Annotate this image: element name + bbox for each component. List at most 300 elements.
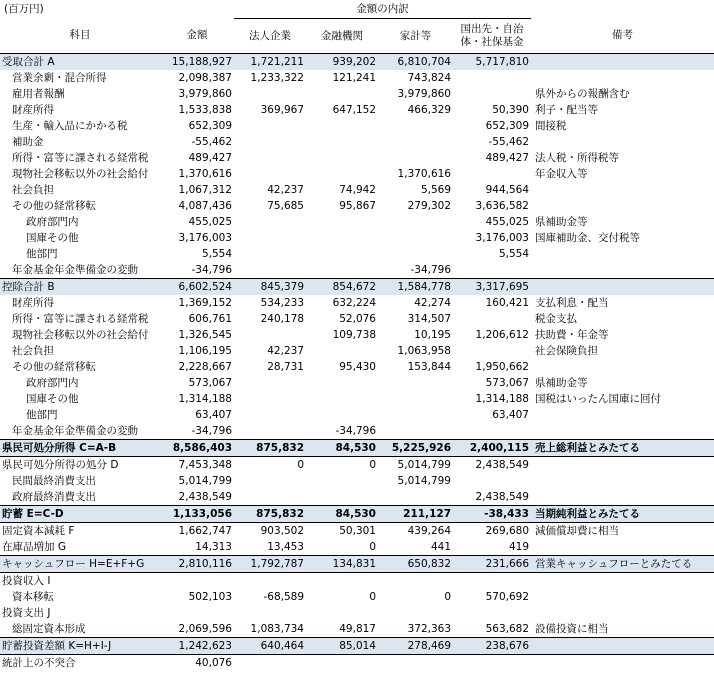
cell-note: 当期純利益とみたてる (531, 506, 714, 523)
cell-house (378, 246, 453, 262)
cell-fin (306, 246, 378, 262)
row-label: 所得・富等に課される経常税 (12, 313, 149, 325)
row-label: 所得・富等に課される経常税 (12, 152, 149, 164)
cell-fin (306, 375, 378, 391)
cell-amount: 3,176,003 (178, 232, 232, 244)
table-row (0, 407, 714, 423)
row-label: 民間最終消費支出 (12, 475, 96, 487)
col-house: 家計等 (399, 29, 432, 42)
cell-note (531, 589, 714, 605)
cell-fin: 0 (306, 457, 378, 474)
table-row (0, 327, 714, 343)
cell-govt: 573,067 (485, 377, 529, 389)
row-label: 総固定資本形成 (12, 623, 86, 635)
cell-fin (306, 391, 378, 407)
table-row (0, 539, 714, 556)
cell-house: -34,796 (410, 264, 451, 276)
cell-note: 扶助費・年金等 (535, 329, 609, 341)
cell-house (378, 489, 453, 506)
row-label: 県民可処分所得の処分 D (0, 457, 160, 474)
cell-note: 年金収入等 (535, 168, 588, 180)
cell-note (531, 246, 714, 262)
row-label: 在庫品増加 G (2, 541, 66, 553)
cell-corp: 42,237 (267, 184, 304, 196)
cell-corp: 875,832 (234, 440, 306, 457)
cell-corp: 534,233 (260, 297, 304, 309)
row-label: 営業余剰・混合所得 (12, 72, 107, 84)
cell-amount: 5,014,799 (178, 475, 232, 487)
cell-note (531, 262, 714, 279)
row-label: 生産・輸入品にかかる税 (12, 120, 128, 132)
cell-amount (160, 605, 234, 621)
cell-amount: 7,453,348 (160, 457, 234, 474)
cell-govt: 419 (508, 541, 529, 553)
cell-corp (234, 327, 306, 343)
cell-amount: 8,586,403 (160, 440, 234, 457)
cell-house: 6,810,704 (378, 54, 453, 71)
cell-fin: 95,867 (339, 200, 376, 212)
cell-govt: 2,438,549 (475, 491, 529, 503)
cell-corp: 240,178 (260, 313, 304, 325)
cell-corp (234, 423, 306, 440)
cell-fin (306, 655, 378, 672)
cell-corp (234, 391, 306, 407)
cell-amount: 1,369,152 (178, 297, 232, 309)
cell-fin: 85,014 (306, 638, 378, 655)
cell-govt (453, 343, 531, 359)
cell-fin: 134,831 (306, 556, 378, 573)
cell-amount: 455,025 (188, 216, 232, 228)
cell-note: 支払利息・配当 (535, 297, 609, 309)
cell-house: 441 (430, 541, 451, 553)
cell-note (531, 279, 714, 296)
col-corp: 法人企業 (249, 29, 291, 42)
cell-amount: 3,979,860 (178, 88, 232, 100)
cell-house (378, 375, 453, 391)
cell-govt: -55,462 (488, 136, 529, 148)
cell-corp: 13,453 (267, 541, 304, 553)
cell-note: 県補助金等 (535, 377, 588, 389)
cell-govt: 3,636,582 (475, 200, 529, 212)
table-row (0, 102, 714, 118)
cell-house: 466,329 (407, 104, 451, 116)
cell-fin (306, 230, 378, 246)
row-label: 財産所得 (12, 297, 54, 309)
cell-corp (234, 118, 306, 134)
table-row (0, 246, 714, 262)
cell-house (378, 407, 453, 423)
cell-fin: 109,738 (332, 329, 376, 341)
cell-corp: 1,233,322 (250, 72, 304, 84)
table-row (0, 198, 714, 214)
cell-corp (234, 262, 306, 279)
col-note: 備考 (612, 29, 633, 42)
cell-govt: 5,554 (498, 248, 529, 260)
cell-corp (234, 166, 306, 182)
cell-note (531, 359, 714, 375)
cell-fin (306, 166, 378, 182)
table-row (0, 118, 714, 134)
cell-house: 1,584,778 (378, 279, 453, 296)
cell-fin: 632,224 (332, 297, 376, 309)
cell-note (531, 573, 714, 590)
cell-note (531, 638, 714, 655)
cell-house: 1,370,616 (397, 168, 451, 180)
row-label: 年金基金年金準備金の変動 (12, 264, 138, 276)
cell-fin: 854,672 (306, 279, 378, 296)
cell-amount: -55,462 (191, 136, 232, 148)
cell-govt: 160,421 (485, 297, 529, 309)
cell-govt: -38,433 (453, 506, 531, 523)
cell-fin: 0 (369, 591, 376, 603)
cell-house: 279,302 (407, 200, 451, 212)
cell-house: 211,127 (378, 506, 453, 523)
cell-govt (453, 70, 531, 86)
cell-govt: 563,682 (485, 623, 529, 635)
row-label: 雇用者報酬 (12, 88, 65, 100)
cell-corp (234, 375, 306, 391)
cell-corp (234, 407, 306, 423)
cell-amount: 2,069,596 (178, 623, 232, 635)
cell-govt: 2,438,549 (453, 457, 531, 474)
cell-govt: 3,317,695 (453, 279, 531, 296)
cell-govt: 50,390 (492, 104, 529, 116)
unit-label: (百万円) (4, 3, 44, 16)
cell-corp (234, 214, 306, 230)
cell-note: 設備投資に相当 (535, 623, 609, 635)
cell-note: 営業キャッシュフローとみたてる (531, 556, 714, 573)
cell-govt: 5,717,810 (453, 54, 531, 71)
cell-amount: 14,313 (195, 541, 232, 553)
cell-govt (453, 605, 531, 621)
table-row (0, 311, 714, 327)
table-row (0, 279, 714, 296)
cell-note: 国庫補助金、交付税等 (535, 232, 640, 244)
cell-govt (453, 423, 531, 440)
cell-house: 0 (444, 591, 451, 603)
cell-amount: 63,407 (195, 409, 232, 421)
table-row (0, 605, 714, 621)
cell-note (531, 198, 714, 214)
table-row (0, 523, 714, 540)
cell-house: 439,264 (378, 523, 453, 540)
cell-amount: 6,602,524 (160, 279, 234, 296)
table-row (0, 423, 714, 440)
cell-house (378, 655, 453, 672)
cell-note (531, 473, 714, 489)
cell-corp (234, 489, 306, 506)
row-label: 国庫その他 (26, 393, 79, 405)
row-label: その他の経常移転 (12, 361, 96, 373)
cell-fin (306, 605, 378, 621)
cell-note (531, 489, 714, 506)
row-label: その他の経常移転 (12, 200, 96, 212)
cell-note (531, 423, 714, 440)
table-row (0, 440, 714, 457)
cell-house (378, 605, 453, 621)
row-label: 投資収入 I (0, 573, 160, 590)
cell-house: 1,063,958 (397, 345, 451, 357)
cell-govt: 3,176,003 (475, 232, 529, 244)
cell-fin: 49,817 (339, 623, 376, 635)
cell-house (378, 118, 453, 134)
cell-govt (453, 655, 531, 672)
cell-govt: 231,666 (453, 556, 531, 573)
row-label: 資本移転 (12, 591, 54, 603)
header-row-1 (0, 0, 714, 19)
table-row (0, 54, 714, 71)
cell-amount: 489,427 (188, 152, 232, 164)
col-item: 科目 (69, 29, 91, 42)
table-row (0, 134, 714, 150)
cell-govt: 570,692 (485, 591, 529, 603)
table-row (0, 230, 714, 246)
cell-house: 278,469 (378, 638, 453, 655)
cell-fin (306, 118, 378, 134)
table-row (0, 573, 714, 590)
table-row (0, 556, 714, 573)
row-label: 貯蓄投資差額 K=H+I-J (0, 638, 160, 655)
row-label: 現物社会移転以外の社会給付 (12, 168, 149, 180)
cell-amount: 2,098,387 (178, 72, 232, 84)
cell-house: 5,569 (420, 184, 451, 196)
cell-corp (234, 573, 306, 590)
row-label: 受取合計 A (0, 54, 160, 71)
table-row (0, 295, 714, 311)
cell-fin: 0 (369, 541, 376, 553)
cell-note (531, 134, 714, 150)
row-label: 政府部門内 (26, 216, 79, 228)
cell-corp (234, 246, 306, 262)
cell-fin: 95,430 (339, 361, 376, 373)
cell-govt: 652,309 (485, 120, 529, 132)
cell-note: 売上総利益とみたてる (531, 440, 714, 457)
cell-corp: 28,731 (267, 361, 304, 373)
cell-fin: 84,530 (306, 506, 378, 523)
cell-corp: 369,967 (260, 104, 304, 116)
row-label: 国庫その他 (26, 232, 79, 244)
cell-fin (306, 473, 378, 489)
cell-corp (234, 230, 306, 246)
cell-amount: 1,314,188 (178, 393, 232, 405)
table-row (0, 70, 714, 86)
cell-note (531, 70, 714, 86)
cell-note (531, 457, 714, 474)
cell-amount: 5,554 (201, 248, 232, 260)
cell-amount: 1,370,616 (178, 168, 232, 180)
cell-note: 利子・配当等 (535, 104, 598, 116)
cell-govt: 1,206,612 (475, 329, 529, 341)
cell-note (531, 655, 714, 672)
cell-amount: 1,133,056 (160, 506, 234, 523)
cell-house: 153,844 (407, 361, 451, 373)
cell-house (378, 214, 453, 230)
cell-govt: 1,314,188 (475, 393, 529, 405)
row-label: 財産所得 (12, 104, 54, 116)
cell-govt: 489,427 (485, 152, 529, 164)
cell-house: 5,014,799 (378, 457, 453, 474)
cell-house (378, 134, 453, 150)
cell-note: 県外からの報酬含む (535, 88, 630, 100)
cell-govt (453, 311, 531, 327)
cell-corp (234, 655, 306, 672)
cell-amount: 502,103 (188, 591, 232, 603)
cell-corp: 875,832 (234, 506, 306, 523)
cell-govt (453, 86, 531, 102)
cell-fin: 50,301 (306, 523, 378, 540)
cell-note (531, 605, 714, 621)
header-row-2 (0, 19, 714, 54)
cell-fin (306, 343, 378, 359)
table-row (0, 489, 714, 506)
row-label: 政府部門内 (26, 377, 79, 389)
cell-house: 42,274 (414, 297, 451, 309)
cell-amount: -34,796 (191, 264, 232, 276)
cell-amount: 4,087,436 (178, 200, 232, 212)
cell-fin (306, 150, 378, 166)
cell-amount: 2,438,549 (178, 491, 232, 503)
cell-house (378, 230, 453, 246)
cell-amount: 15,188,927 (160, 54, 234, 71)
cell-note (531, 182, 714, 198)
cell-amount: 652,309 (188, 120, 232, 132)
table-row (0, 262, 714, 279)
cell-fin (306, 573, 378, 590)
cell-govt: 944,564 (485, 184, 529, 196)
cell-house (378, 150, 453, 166)
cell-corp: 42,237 (267, 345, 304, 357)
row-label: 現物社会移転以外の社会給付 (12, 329, 149, 341)
row-label: キャッシュフロー H=E+F+G (0, 556, 160, 573)
table-row (0, 391, 714, 407)
cell-corp: -68,589 (263, 591, 304, 603)
cell-corp: 640,464 (234, 638, 306, 655)
cell-note: 県補助金等 (535, 216, 588, 228)
cell-corp (234, 605, 306, 621)
row-label: 社会負担 (12, 184, 54, 196)
cell-fin (306, 262, 378, 279)
row-label: 貯蓄 E=C-D (0, 506, 160, 523)
row-label: 県民可処分所得 C=A-B (0, 440, 160, 457)
cell-amount: 2,228,667 (178, 361, 232, 373)
cell-note: 国税はいったん国庫に回付 (535, 393, 661, 405)
cell-corp (234, 86, 306, 102)
cell-fin (306, 489, 378, 506)
cell-corp (234, 134, 306, 150)
cell-amount: 2,810,116 (160, 556, 234, 573)
cell-fin: -34,796 (335, 425, 376, 437)
cell-amount: 1,326,545 (178, 329, 232, 341)
cell-corp: 75,685 (267, 200, 304, 212)
cell-fin (306, 134, 378, 150)
cell-fin: 121,241 (332, 72, 376, 84)
cell-note: 間接税 (535, 120, 567, 132)
col-amount: 金額 (186, 29, 208, 42)
cell-fin (306, 407, 378, 423)
cell-house (378, 391, 453, 407)
cell-amount: -34,796 (191, 425, 232, 437)
cell-house: 10,195 (414, 329, 451, 341)
table-row (0, 214, 714, 230)
table-row (0, 457, 714, 474)
breakdown-header: 金額の内訳 (234, 0, 531, 19)
cell-corp (234, 150, 306, 166)
cell-govt (453, 473, 531, 489)
cell-corp: 1,721,211 (234, 54, 306, 71)
cell-fin (306, 86, 378, 102)
table-row (0, 621, 714, 638)
row-label: 他部門 (26, 248, 58, 260)
cell-govt: 63,407 (492, 409, 529, 421)
table-row (0, 86, 714, 102)
cell-amount: 1,662,747 (160, 523, 234, 540)
cell-corp: 0 (234, 457, 306, 474)
table-row (0, 375, 714, 391)
cell-house: 3,979,860 (397, 88, 451, 100)
cell-govt (453, 573, 531, 590)
cell-amount: 1,067,312 (178, 184, 232, 196)
col-fin: 金融機関 (321, 29, 363, 42)
cell-amount: 606,761 (188, 313, 232, 325)
row-label: 投資支出 J (2, 607, 51, 619)
table-row (0, 150, 714, 166)
table-row (0, 473, 714, 489)
cell-corp (234, 473, 306, 489)
cell-house: 743,824 (407, 72, 451, 84)
cell-fin: 84,530 (306, 440, 378, 457)
cell-note (531, 54, 714, 71)
cell-house: 5,225,926 (378, 440, 453, 457)
cell-note: 社会保険負担 (535, 345, 598, 357)
row-label: 年金基金年金準備金の変動 (12, 425, 138, 437)
row-label: 政府最終消費支出 (12, 491, 96, 503)
cell-corp: 1,083,734 (250, 623, 304, 635)
cell-govt: 1,950,662 (475, 361, 529, 373)
cell-note: 税金支払 (535, 313, 577, 325)
cell-govt (453, 166, 531, 182)
row-label: 補助金 (12, 136, 44, 148)
cell-house: 372,363 (407, 623, 451, 635)
cell-fin (306, 214, 378, 230)
row-label: 社会負担 (12, 345, 54, 357)
cell-govt: 269,680 (453, 523, 531, 540)
cell-fin: 939,202 (306, 54, 378, 71)
cell-amount: 573,067 (188, 377, 232, 389)
cell-amount (160, 573, 234, 590)
table-row (0, 182, 714, 198)
row-label: 固定資本減耗 F (0, 523, 160, 540)
cell-fin: 74,942 (339, 184, 376, 196)
row-label: 控除合計 B (0, 279, 160, 296)
cell-note: 法人税・所得税等 (535, 152, 619, 164)
cell-note: 減価償却費に相当 (531, 523, 714, 540)
table-row (0, 166, 714, 182)
cell-house: 5,014,799 (397, 475, 451, 487)
table-row (0, 655, 714, 672)
cell-note (531, 539, 714, 556)
cell-amount: 1,242,623 (160, 638, 234, 655)
table-row (0, 638, 714, 655)
cell-house: 314,507 (407, 313, 451, 325)
cell-house: 650,832 (378, 556, 453, 573)
table-row (0, 589, 714, 605)
row-label: 他部門 (26, 409, 58, 421)
table-row (0, 506, 714, 523)
cell-amount: 40,076 (160, 655, 234, 672)
col-govt: 国出先・自治体・社保基金 (460, 23, 524, 48)
table-row (0, 343, 714, 359)
cell-corp: 1,792,787 (234, 556, 306, 573)
